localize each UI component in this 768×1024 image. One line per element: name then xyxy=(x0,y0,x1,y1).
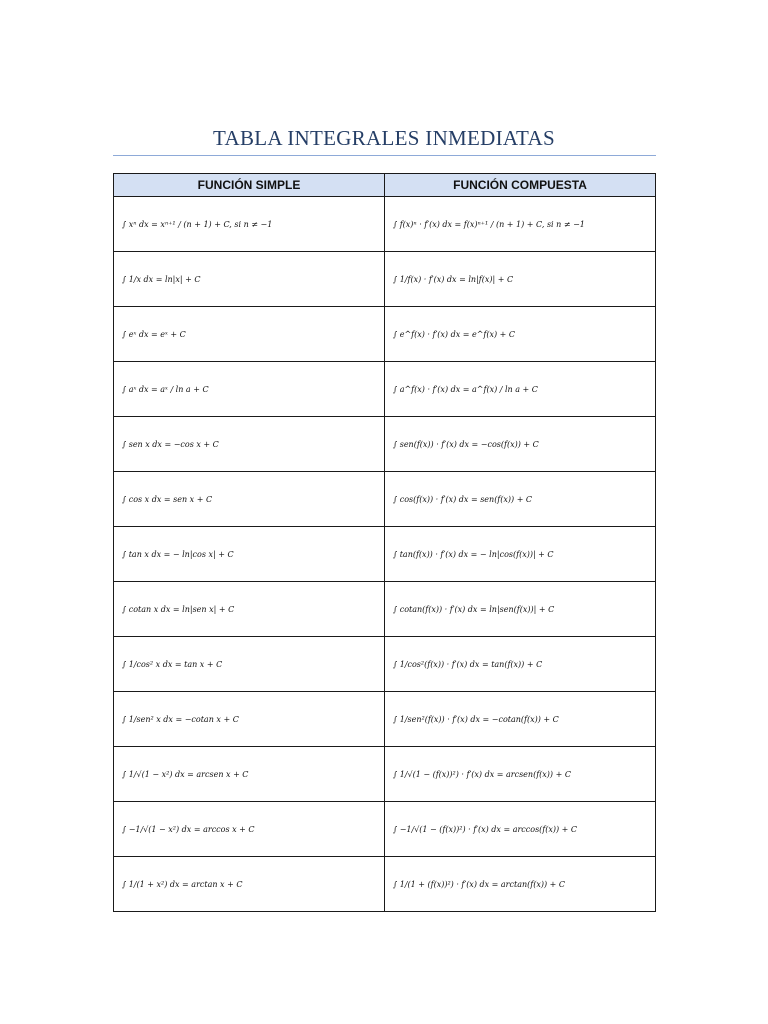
table-row xyxy=(114,307,656,362)
integrals-table xyxy=(113,173,656,912)
column-header-simple: FUNCIÓN SIMPLE xyxy=(114,174,385,197)
table-row xyxy=(114,417,656,472)
table-row xyxy=(114,637,656,692)
table-row xyxy=(114,252,656,307)
compuesta-cell xyxy=(385,252,656,307)
table-row xyxy=(114,527,656,582)
simple-cell xyxy=(114,637,385,692)
compuesta-cell xyxy=(385,692,656,747)
compuesta-cell xyxy=(385,637,656,692)
table-row xyxy=(114,747,656,802)
table-header-row xyxy=(114,174,656,197)
formula-simple: ∫ 1/(1 + x²) dx = arctan x + C xyxy=(122,879,243,889)
formula-compuesta: ∫ f(x)ⁿ · f′(x) dx = f(x)ⁿ⁺¹ / (n + 1) + C, si n ≠ −1 xyxy=(393,219,585,229)
formula-simple: ∫ cotan x dx = ln|sen x| + C xyxy=(122,604,235,614)
table-row xyxy=(114,802,656,857)
compuesta-cell xyxy=(385,747,656,802)
simple-cell xyxy=(114,197,385,252)
formula-compuesta: ∫ a^f(x) · f′(x) dx = a^f(x) / ln a + C xyxy=(393,384,538,394)
compuesta-cell xyxy=(385,857,656,912)
formula-compuesta: ∫ 1/cos²(f(x)) · f′(x) dx = tan(f(x)) + C xyxy=(393,659,543,669)
formula-compuesta: ∫ 1/f(x) · f′(x) dx = ln|f(x)| + C xyxy=(393,274,514,284)
formula-simple: ∫ 1/sen² x dx = −cotan x + C xyxy=(122,714,239,724)
formula-compuesta: ∫ tan(f(x)) · f′(x) dx = − ln|cos(f(x))| + C xyxy=(393,549,554,559)
title-divider xyxy=(113,155,656,156)
simple-cell xyxy=(114,802,385,857)
formula-compuesta: ∫ sen(f(x)) · f′(x) dx = −cos(f(x)) + C xyxy=(393,439,539,449)
compuesta-cell xyxy=(385,802,656,857)
formula-simple: ∫ sen x dx = −cos x + C xyxy=(122,439,219,449)
table-row xyxy=(114,857,656,912)
simple-cell xyxy=(114,692,385,747)
formula-compuesta: ∫ cotan(f(x)) · f′(x) dx = ln|sen(f(x))| + C xyxy=(393,604,555,614)
simple-cell xyxy=(114,582,385,637)
formula-simple: ∫ 1/√(1 − x²) dx = arcsen x + C xyxy=(122,769,249,779)
simple-cell xyxy=(114,527,385,582)
compuesta-cell xyxy=(385,417,656,472)
compuesta-cell xyxy=(385,197,656,252)
formula-compuesta: ∫ e^f(x) · f′(x) dx = e^f(x) + C xyxy=(393,329,516,339)
table-row xyxy=(114,692,656,747)
column-header-compuesta: FUNCIÓN COMPUESTA xyxy=(385,174,656,197)
table-row xyxy=(114,362,656,417)
formula-simple: ∫ 1/x dx = ln|x| + C xyxy=(122,274,201,284)
table-row xyxy=(114,472,656,527)
formula-compuesta: ∫ 1/(1 + (f(x))²) · f′(x) dx = arctan(f(x)) + C xyxy=(393,879,565,889)
table-row xyxy=(114,197,656,252)
compuesta-cell xyxy=(385,472,656,527)
compuesta-cell xyxy=(385,307,656,362)
formula-simple: ∫ 1/cos² x dx = tan x + C xyxy=(122,659,223,669)
formula-compuesta: ∫ cos(f(x)) · f′(x) dx = sen(f(x)) + C xyxy=(393,494,533,504)
simple-cell xyxy=(114,747,385,802)
page-title: TABLA INTEGRALES INMEDIATAS xyxy=(213,126,555,150)
formula-simple: ∫ −1/√(1 − x²) dx = arccos x + C xyxy=(122,824,255,834)
compuesta-cell xyxy=(385,527,656,582)
simple-cell xyxy=(114,857,385,912)
formula-simple: ∫ tan x dx = − ln|cos x| + C xyxy=(122,549,234,559)
simple-cell xyxy=(114,307,385,362)
formula-compuesta: ∫ −1/√(1 − (f(x))²) · f′(x) dx = arccos(f(x)) + C xyxy=(393,824,578,834)
simple-cell xyxy=(114,252,385,307)
simple-cell xyxy=(114,362,385,417)
formula-compuesta: ∫ 1/sen²(f(x)) · f′(x) dx = −cotan(f(x)) + C xyxy=(393,714,559,724)
formula-simple: ∫ eˣ dx = eˣ + C xyxy=(122,329,186,339)
formula-simple: ∫ xⁿ dx = xⁿ⁺¹ / (n + 1) + C, si n ≠ −1 xyxy=(122,219,273,229)
compuesta-cell xyxy=(385,362,656,417)
formula-simple: ∫ cos x dx = sen x + C xyxy=(122,494,213,504)
formula-simple: ∫ aˣ dx = aˣ / ln a + C xyxy=(122,384,209,394)
simple-cell xyxy=(114,472,385,527)
table-row xyxy=(114,582,656,637)
compuesta-cell xyxy=(385,582,656,637)
simple-cell xyxy=(114,417,385,472)
formula-compuesta: ∫ 1/√(1 − (f(x))²) · f′(x) dx = arcsen(f(x)) + C xyxy=(393,769,571,779)
